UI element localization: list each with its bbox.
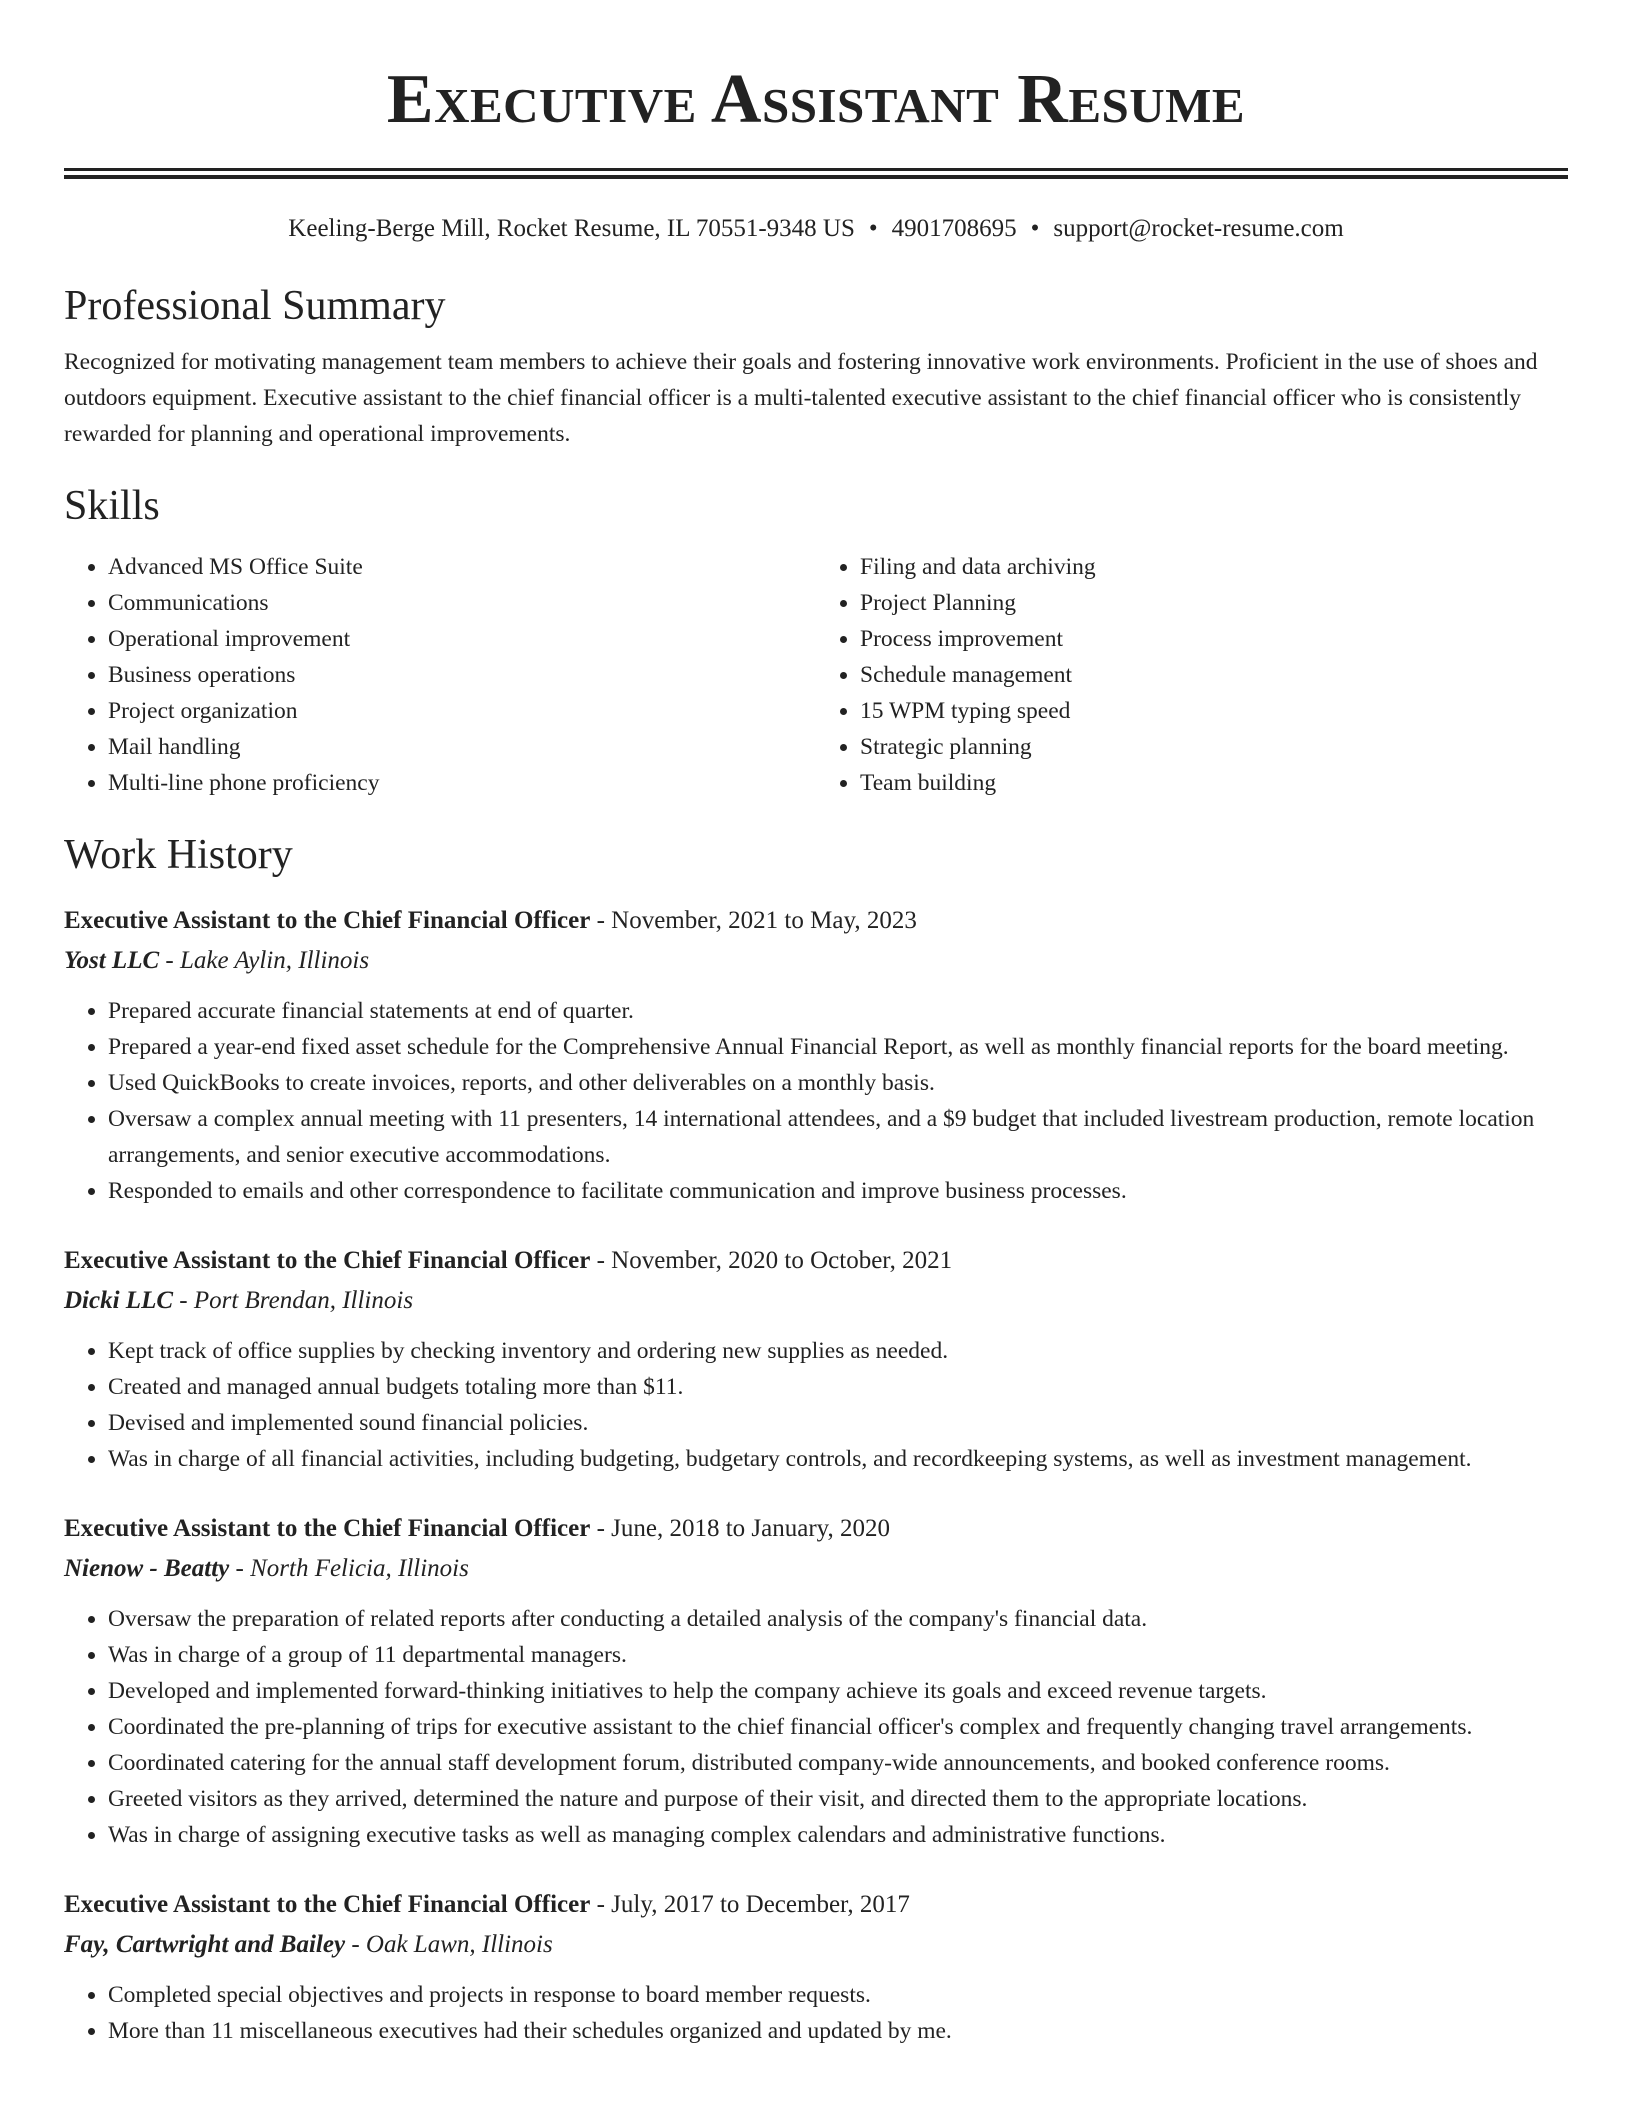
job-role: Executive Assistant to the Chief Financial Officer — [64, 1247, 591, 1274]
job-bullet: • Prepared a year-end fixed asset schedule for the Comprehensive Annual Financial Report, as well as monthly financial reports for the board meeting. — [108, 1029, 1568, 1065]
contact-separator: • — [868, 215, 878, 242]
job-location: - Port Brendan, Illinois — [173, 1287, 414, 1314]
job-bullet: • Used QuickBooks to create invoices, reports, and other deliverables on a monthly basis. — [108, 1065, 1568, 1101]
job-role: Executive Assistant to the Chief Financial Officer — [64, 1891, 591, 1918]
skill-item: • Communications — [108, 585, 816, 621]
contact-separator: • — [1030, 215, 1040, 242]
job-company: Fay, Cartwright and Bailey — [64, 1931, 346, 1958]
job-bullet: • Kept track of office supplies by checking inventory and ordering new supplies as needed. — [108, 1333, 1568, 1369]
skill-item: • Business operations — [108, 657, 816, 693]
job-bullet: • Created and managed annual budgets totaling more than $11. — [108, 1369, 1568, 1405]
contact-line — [64, 212, 1568, 246]
job-header — [64, 903, 1568, 939]
job-entry — [64, 1243, 1568, 1477]
contact-phone: 4901708695 — [891, 215, 1017, 242]
job-bullets — [64, 1333, 1568, 1477]
job-bullet: • More than 11 miscellaneous executives had their schedules organized and updated by me. — [108, 2013, 1568, 2049]
skill-item: • Strategic planning — [860, 729, 1568, 765]
work-history-heading: Work History — [64, 832, 293, 878]
job-header — [64, 1243, 1568, 1279]
job-dates: - June, 2018 to January, 2020 — [590, 1515, 891, 1542]
skill-item: • Project Planning — [860, 585, 1568, 621]
job-employer — [64, 943, 1568, 979]
job-bullet: • Devised and implemented sound financial policies. — [108, 1405, 1568, 1441]
job-location: - Lake Aylin, Illinois — [159, 947, 370, 974]
job-bullets — [64, 1601, 1568, 1853]
skill-item: • Filing and data archiving — [860, 549, 1568, 585]
job-bullet: • Was in charge of all financial activities, including budgeting, budgetary controls, and recordkeeping systems, as well as investment management. — [108, 1441, 1568, 1477]
job-bullet: • Oversaw a complex annual meeting with 11 presenters, 14 international attendees, and a $9 budget that included livestream production, remote location arrangements, and senior executive accommodations. — [108, 1101, 1568, 1173]
skill-item: • Project organization — [108, 693, 816, 729]
job-bullet: • Prepared accurate financial statements at end of quarter. — [108, 993, 1568, 1029]
job-role: Executive Assistant to the Chief Financial Officer — [64, 1515, 591, 1542]
job-company: Nienow - Beatty — [64, 1555, 230, 1582]
skills-columns — [64, 549, 1568, 801]
job-bullet: • Oversaw the preparation of related reports after conducting a detailed analysis of the company's financial data. — [108, 1601, 1568, 1637]
skill-item: • Process improvement — [860, 621, 1568, 657]
job-bullet: • Coordinated catering for the annual staff development forum, distributed company-wide announcements, and booked conference rooms. — [108, 1745, 1568, 1781]
summary-heading: Professional Summary — [64, 283, 446, 329]
job-bullets — [64, 1977, 1568, 2049]
skill-item: • 15 WPM typing speed — [860, 693, 1568, 729]
job-entry — [64, 1887, 1568, 2049]
job-location: - North Felicia, Illinois — [229, 1555, 469, 1582]
job-entry — [64, 903, 1568, 1209]
job-bullet: • Completed special objectives and projects in response to board member requests. — [108, 1977, 1568, 2013]
skills-heading: Skills — [64, 483, 160, 529]
job-bullet: • Coordinated the pre-planning of trips for executive assistant to the chief financial officer's complex and frequently changing travel arrangements. — [108, 1709, 1568, 1745]
summary-section — [64, 280, 1568, 452]
job-bullet: • Was in charge of assigning executive tasks as well as managing complex calendars and administrative functions. — [108, 1817, 1568, 1853]
skills-list-left — [64, 549, 816, 801]
job-employer — [64, 1283, 1568, 1319]
job-role: Executive Assistant to the Chief Financial Officer — [64, 907, 591, 934]
contact-email: support@rocket-resume.com — [1053, 215, 1344, 242]
summary-text: Recognized for motivating management team members to achieve their goals and fostering innovative work environments. Proficient in the use of shoes and outdoors equipment. Executive assistant to the chief financial officer is a multi-talented executive assistant to the chief financial officer who is consistently rewarded for planning and operational improvements. — [64, 349, 1538, 447]
job-employer — [64, 1551, 1568, 1587]
job-location: - Oak Lawn, Illinois — [345, 1931, 553, 1958]
job-bullet: • Responded to emails and other correspondence to facilitate communication and improve business processes. — [108, 1173, 1568, 1209]
job-employer — [64, 1927, 1568, 1963]
skill-item: • Schedule management — [860, 657, 1568, 693]
job-company: Dicki LLC — [64, 1287, 174, 1314]
job-dates: - November, 2020 to October, 2021 — [590, 1247, 953, 1274]
skills-section — [64, 480, 1568, 801]
skill-item: • Multi-line phone proficiency — [108, 765, 816, 801]
job-header — [64, 1511, 1568, 1547]
skill-item: • Advanced MS Office Suite — [108, 549, 816, 585]
job-bullet: • Developed and implemented forward-thinking initiatives to help the company achieve its goals and exceed revenue targets. — [108, 1673, 1568, 1709]
skill-item: • Operational improvement — [108, 621, 816, 657]
job-bullet: • Greeted visitors as they arrived, determined the nature and purpose of their visit, and directed them to the appropriate locations. — [108, 1781, 1568, 1817]
job-header — [64, 1887, 1568, 1923]
title-divider — [64, 168, 1568, 179]
job-dates: - November, 2021 to May, 2023 — [590, 907, 917, 934]
job-bullet: • Was in charge of a group of 11 departmental managers. — [108, 1637, 1568, 1673]
work-history-section — [64, 829, 1568, 2049]
resume-title: Executive Assistant Resume — [386, 61, 1246, 138]
job-bullets — [64, 993, 1568, 1209]
skill-item: • Team building — [860, 765, 1568, 801]
skill-item: • Mail handling — [108, 729, 816, 765]
skills-list-right — [816, 549, 1568, 801]
job-company: Yost LLC — [64, 947, 160, 974]
job-entry — [64, 1511, 1568, 1853]
contact-address: Keeling-Berge Mill, Rocket Resume, IL 70551-9348 US — [288, 215, 855, 242]
job-dates: - July, 2017 to December, 2017 — [590, 1891, 910, 1918]
